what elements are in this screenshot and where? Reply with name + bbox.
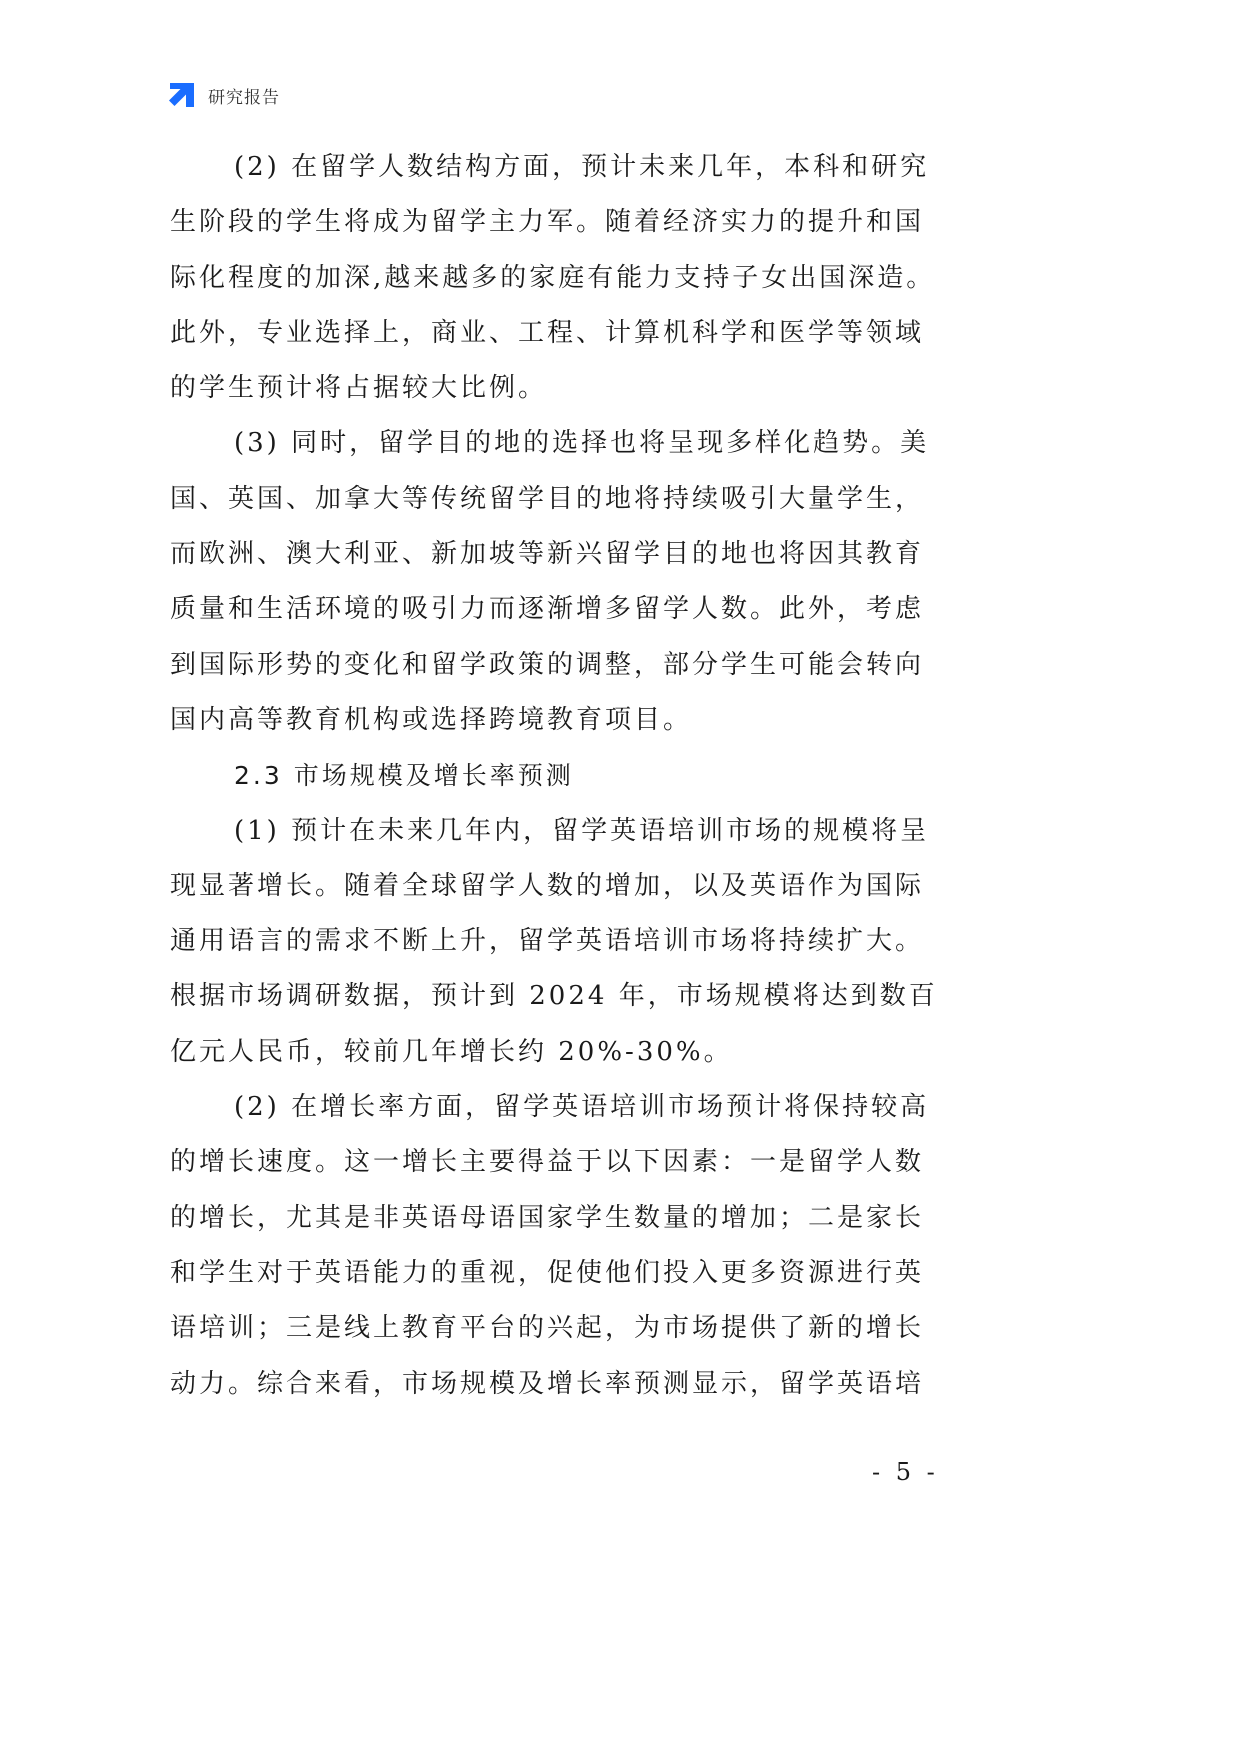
paragraph-line: 质量和生活环境的吸引力而逐渐增多留学人数。此外，考虑 xyxy=(170,594,925,625)
paragraph-line: (1) 预计在未来几年内，留学英语培训市场的规模将呈 xyxy=(234,815,930,846)
arrow-logo-icon xyxy=(166,79,198,111)
document-body xyxy=(170,140,970,1412)
paragraph-line: 国内高等教育机构或选择跨境教育项目。 xyxy=(170,704,693,735)
paragraph-line: 的增长速度。这一增长主要得益于以下因素：一是留学人数 xyxy=(170,1147,925,1178)
paragraph-line: 的学生预计将占据较大比例。 xyxy=(170,373,548,404)
paragraph-line: 国、英国、加拿大等传统留学目的地将持续吸引大量学生， xyxy=(170,483,925,514)
paragraph-line: 的增长，尤其是非英语母语国家学生数量的增加；二是家长 xyxy=(170,1202,925,1233)
section-heading: 2.3 市场规模及增长率预测 xyxy=(234,761,574,791)
page-number: - 5 - xyxy=(872,1458,939,1486)
header-title: 研究报告 xyxy=(208,87,280,108)
paragraph-line: 此外，专业选择上，商业、工程、计算机科学和医学等领域 xyxy=(170,317,925,348)
paragraph-line: 现显著增长。随着全球留学人数的增加，以及英语作为国际 xyxy=(170,870,925,901)
paragraph-line: 到国际形势的变化和留学政策的调整，部分学生可能会转向 xyxy=(170,649,925,680)
paragraph-line: 而欧洲、澳大利亚、新加坡等新兴留学目的地也将因其教育 xyxy=(170,539,925,570)
paragraph-line: (3) 同时，留学目的地的选择也将呈现多样化趋势。美 xyxy=(234,428,930,459)
paragraph-line: 根据市场调研数据，预计到 2024 年，市场规模将达到数百 xyxy=(170,981,938,1012)
paragraph-line: 际化程度的加深,越来越多的家庭有能力支持子女出国深造。 xyxy=(170,262,936,293)
paragraph-line: 亿元人民币，较前几年增长约 20%-30%。 xyxy=(170,1036,733,1067)
paragraph-line: 和学生对于英语能力的重视，促使他们投入更多资源进行英 xyxy=(170,1257,925,1288)
paragraph-line: 生阶段的学生将成为留学主力军。随着经济实力的提升和国 xyxy=(170,207,925,238)
paragraph-line: (2) 在留学人数结构方面，预计未来几年，本科和研究 xyxy=(234,152,930,182)
report-header xyxy=(166,78,280,112)
paragraph-line: 语培训；三是线上教育平台的兴起，为市场提供了新的增长 xyxy=(170,1313,925,1344)
paragraph-line: 动力。综合来看，市场规模及增长率预测显示，留学英语培 xyxy=(170,1368,925,1399)
paragraph-line: (2) 在增长率方面，留学英语培训市场预计将保持较高 xyxy=(234,1092,930,1123)
paragraph-line: 通用语言的需求不断上升，留学英语培训市场将持续扩大。 xyxy=(170,926,925,957)
